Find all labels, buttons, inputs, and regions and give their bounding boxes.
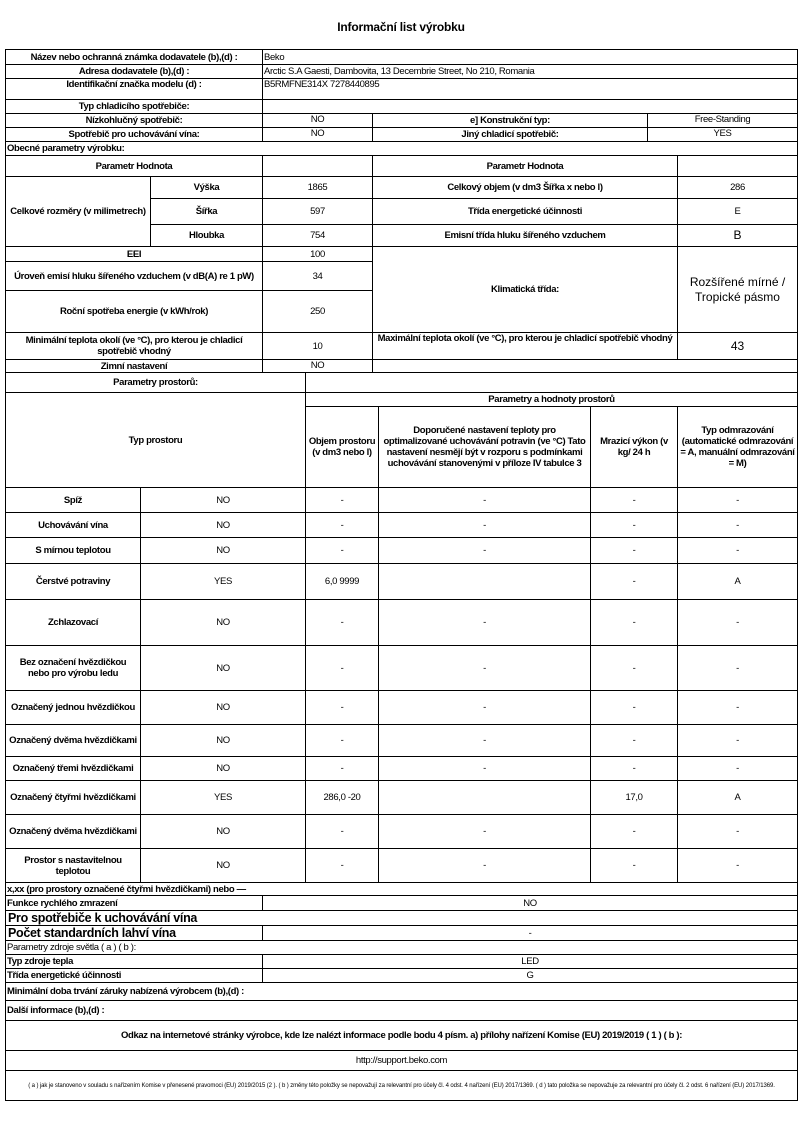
column-header: Parametry a hodnoty prostorů [306, 393, 798, 407]
eei-value: 100 [263, 247, 373, 262]
space-temp: - [379, 646, 591, 691]
space-volume: - [306, 849, 379, 883]
supplier-name: Beko [263, 50, 798, 65]
label: Zimní nastavení [6, 360, 263, 373]
table-row [6, 646, 798, 691]
label: Celkový objem (v dm3 Šířka x nebo l) [373, 177, 678, 199]
space-temp: - [379, 600, 591, 646]
table-row [6, 757, 798, 781]
space-temp: - [379, 691, 591, 725]
volume-value: 286 [678, 177, 798, 199]
space-present: NO [141, 691, 306, 725]
label: Roční spotřeba energie (v kWh/rok) [6, 291, 263, 333]
note: x,xx (pro prostory označené čtyřmi hvězdičkami) nebo — [6, 883, 798, 896]
space-volume: - [306, 488, 379, 513]
supplier-address: Arctic S.A Gaesti, Dambovita, 13 Decembrie Street, No 210, Romania [263, 65, 798, 79]
space-name: Označený čtyřmi hvězdičkami [6, 781, 141, 815]
space-freeze: - [591, 564, 678, 600]
annual-value: 250 [263, 291, 373, 333]
space-present: NO [141, 488, 306, 513]
space-freeze: - [591, 757, 678, 781]
space-volume: - [306, 600, 379, 646]
space-name: Bez označení hvězdičkou nebo pro výrobu ledu [6, 646, 141, 691]
wine-value: NO [263, 128, 373, 142]
space-name: Označený dvěma hvězdičkami [6, 815, 141, 849]
bottles-value: - [263, 926, 798, 941]
space-present: YES [141, 781, 306, 815]
support-link[interactable]: http://support.beko.com [6, 1051, 798, 1071]
space-name: Označený dvěma hvězdičkami [6, 725, 141, 757]
space-temp [379, 564, 591, 600]
table-row [6, 849, 798, 883]
space-temp [379, 781, 591, 815]
label: Klimatická třída: [373, 247, 678, 333]
space-defrost: A [678, 564, 798, 600]
space-defrost: - [678, 513, 798, 538]
space-present: NO [141, 600, 306, 646]
label: Funkce rychlého zmrazení [6, 896, 263, 911]
section-title: Parametry zdroje světla ( a ) ( b ): [6, 941, 798, 955]
low-noise-value: NO [263, 114, 373, 128]
table-row [6, 564, 798, 600]
space-volume: - [306, 513, 379, 538]
space-defrost: - [678, 538, 798, 564]
space-volume: - [306, 691, 379, 725]
space-freeze: - [591, 600, 678, 646]
space-temp: - [379, 538, 591, 564]
label: Celkové rozměry (v milimetrech) [6, 177, 151, 247]
supplier-table [5, 49, 798, 142]
depth-value: 754 [263, 225, 373, 247]
label: Typ zdroje tepla [6, 955, 263, 969]
width-value: 597 [263, 199, 373, 225]
energy-class-value: E [678, 199, 798, 225]
table-row [6, 600, 798, 646]
label: Nízkohlučný spotřebič: [6, 114, 263, 128]
table-row [6, 488, 798, 513]
space-present: NO [141, 849, 306, 883]
label: Hloubka [151, 225, 263, 247]
table-row [6, 691, 798, 725]
footnote: ( a ) jak je stanoveno v souladu s nařízením Komise v přenesené pravomoci (EU) 2019/2015 (2 ). ( b ) změny této položky se nepovažují za relevantní pro účely čl. 4 odst. 4 nařízení (EU) 2017/1369. ( d ) tato položka se nepovažuje za relevantní pro účely čl. 2 odst. 6 nařízení (EU) 2017/1369. [6, 1071, 798, 1101]
table-row [6, 781, 798, 815]
table-row [6, 815, 798, 849]
space-name: S mírnou teplotou [6, 538, 141, 564]
space-name: Čerstvé potraviny [6, 564, 141, 600]
label: Minimální teplota okolí (ve °C), pro kterou je chladicí spotřebič vhodný [6, 333, 263, 360]
space-temp: - [379, 725, 591, 757]
column-header: Doporučené nastavení teploty pro optimalizované uchovávání potravin (ve °C) Tato nastavení nesmějí být v rozporu s podmínkami uchovávání stanovenými v příloze IV tabulce 3 [379, 407, 591, 488]
label: Maximální teplota okolí (ve °C), pro kterou je chladicí spotřebič vhodný [373, 333, 678, 360]
design-value: Free-Standing [648, 114, 798, 128]
table-row [6, 513, 798, 538]
column-header: Parametr Hodnota [6, 156, 263, 177]
label: e] Konstrukční typ: [373, 114, 648, 128]
space-name: Uchovávání vína [6, 513, 141, 538]
light-class-value: G [263, 969, 798, 983]
space-present: YES [141, 564, 306, 600]
warranty-label: Minimální doba trvání záruky nabízená výrobcem (b),(d) : [6, 983, 798, 1001]
space-present: NO [141, 513, 306, 538]
noise-class-value: B [678, 225, 798, 247]
label: Třída energetické účinnosti [373, 199, 678, 225]
other-value: YES [648, 128, 798, 142]
space-volume: - [306, 725, 379, 757]
climate-value: Rozšířené mírné / Tropické pásmo [678, 247, 798, 333]
height-value: 1865 [263, 177, 373, 199]
table-row [6, 725, 798, 757]
space-freeze: - [591, 538, 678, 564]
space-defrost: - [678, 488, 798, 513]
space-name: Označený třemi hvězdičkami [6, 757, 141, 781]
noise-value: 34 [263, 262, 373, 291]
space-defrost: - [678, 725, 798, 757]
winter-value: NO [263, 360, 373, 373]
space-volume: - [306, 646, 379, 691]
space-temp: - [379, 488, 591, 513]
space-name: Označený jednou hvězdičkou [6, 691, 141, 725]
space-defrost: - [678, 691, 798, 725]
column-header: Parametr Hodnota [373, 156, 678, 177]
space-freeze: - [591, 725, 678, 757]
space-volume: 286,0 -20 [306, 781, 379, 815]
space-defrost: - [678, 757, 798, 781]
label: Třída energetické účinnosti [6, 969, 263, 983]
table-row [6, 538, 798, 564]
section-title: Obecné parametry výrobku: [6, 142, 798, 156]
label: Typ chladicího spotřebiče: [6, 100, 263, 114]
model-id: B5RMFNE314X 7278440895 [263, 79, 798, 100]
label: Počet standardních lahví vína [6, 926, 263, 941]
more-info-label: Další informace (b),(d) : [6, 1001, 798, 1021]
column-header: Typ odmrazování (automatické odmrazování = A, manuální odmrazování = M) [678, 407, 798, 488]
label: EEI [6, 247, 263, 262]
light-type-value: LED [263, 955, 798, 969]
space-volume: - [306, 815, 379, 849]
space-volume: 6,0 9999 [306, 564, 379, 600]
space-present: NO [141, 815, 306, 849]
space-volume: - [306, 538, 379, 564]
label: Adresa dodavatele (b),(d) : [6, 65, 263, 79]
label: Název nebo ochranná známka dodavatele (b),(d) : [6, 50, 263, 65]
column-header: Objem prostoru (v dm3 nebo l) [306, 407, 379, 488]
space-defrost: - [678, 815, 798, 849]
space-temp: - [379, 513, 591, 538]
space-freeze: - [591, 488, 678, 513]
space-temp: - [379, 757, 591, 781]
space-temp: - [379, 849, 591, 883]
space-name: Prostor s nastavitelnou teplotou [6, 849, 141, 883]
empty [263, 100, 798, 114]
space-defrost: A [678, 781, 798, 815]
space-present: NO [141, 757, 306, 781]
space-defrost: - [678, 849, 798, 883]
label: Emisní třída hluku šířeného vzduchem [373, 225, 678, 247]
space-defrost: - [678, 646, 798, 691]
page-title: Informační list výrobku [337, 20, 465, 34]
label: Výška [151, 177, 263, 199]
space-freeze: - [591, 691, 678, 725]
space-freeze: - [591, 815, 678, 849]
space-freeze: - [591, 849, 678, 883]
space-name: Zchlazovací [6, 600, 141, 646]
max-temp-value: 43 [678, 333, 798, 360]
bottom-table [5, 882, 798, 1101]
section-title: Parametry prostorů: [6, 373, 306, 393]
space-name: Spíž [6, 488, 141, 513]
fast-freeze-value: NO [263, 896, 798, 911]
link-label: Odkaz na internetové stránky výrobce, kde lze nalézt informace podle bodu 4 písm. a) přílohy nařízení Komise (EU) 2019/2019 ( 1 ) ( b ): [6, 1021, 798, 1051]
space-present: NO [141, 538, 306, 564]
space-freeze: 17,0 [591, 781, 678, 815]
space-volume: - [306, 757, 379, 781]
section-title: Pro spotřebiče k uchovávání vína [6, 911, 798, 926]
space-temp: - [379, 815, 591, 849]
label: Spotřebič pro uchovávání vína: [6, 128, 263, 142]
space-present: NO [141, 725, 306, 757]
general-table [5, 141, 798, 373]
space-defrost: - [678, 600, 798, 646]
min-temp-value: 10 [263, 333, 373, 360]
label: Identifikační značka modelu (d) : [6, 79, 263, 100]
label: Úroveň emisí hluku šířeného vzduchem (v dB(A) re 1 pW) [6, 262, 263, 291]
space-freeze: - [591, 646, 678, 691]
label: Šířka [151, 199, 263, 225]
label: Jiný chladicí spotřebič: [373, 128, 648, 142]
column-header: Typ prostoru [6, 393, 306, 488]
space-present: NO [141, 646, 306, 691]
column-header: Mrazicí výkon (v kg/ 24 h [591, 407, 678, 488]
spaces-table [5, 372, 798, 883]
space-freeze: - [591, 513, 678, 538]
